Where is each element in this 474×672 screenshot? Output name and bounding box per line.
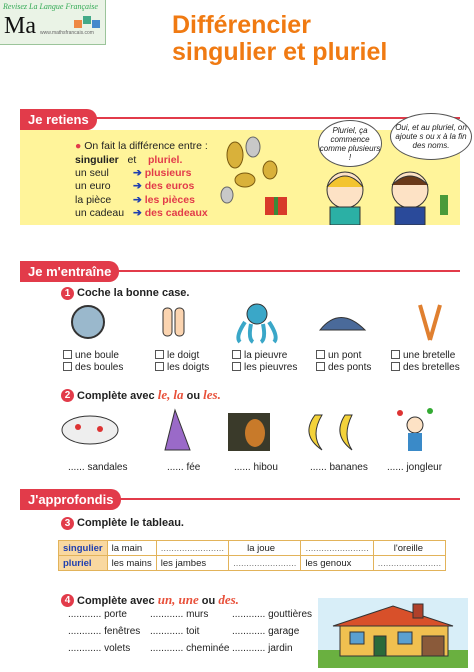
checkbox-option[interactable]: les pieuvres bbox=[232, 362, 297, 374]
fill-blank[interactable]: ...... sandales bbox=[68, 462, 128, 473]
exercise-instruction: Complète avec le, la ou les. bbox=[77, 387, 221, 402]
fill-column bbox=[150, 606, 229, 657]
choice-group bbox=[63, 350, 123, 374]
logo-tagline: Revisez La Langue Française bbox=[3, 2, 98, 11]
exercise-instruction: Coche la bonne case. bbox=[77, 287, 190, 299]
fill-blank[interactable]: ............ garage bbox=[232, 626, 300, 637]
singular-plural-table bbox=[58, 540, 446, 571]
fill-blank[interactable]: ...... jongleur bbox=[387, 462, 443, 473]
abc-blocks-icon bbox=[74, 14, 100, 32]
table-cell-blank[interactable]: ........................ bbox=[229, 556, 301, 571]
rule-rows bbox=[75, 167, 208, 221]
section-tab-retiens: Je retiens bbox=[20, 109, 97, 130]
section-tab-entraine: Je m'entraîne bbox=[20, 261, 119, 282]
exercise1-pictures bbox=[65, 300, 465, 345]
section-tab-approfondis: J'approfondis bbox=[20, 489, 121, 510]
checkbox-option[interactable]: le doigt bbox=[155, 350, 209, 362]
fill-blank[interactable]: ............ volets bbox=[68, 643, 131, 654]
row-header: pluriel bbox=[59, 556, 108, 571]
checkbox[interactable] bbox=[63, 350, 72, 359]
checkbox-option[interactable]: des boules bbox=[63, 362, 123, 374]
house-illustration bbox=[318, 598, 468, 668]
table-cell: l'oreille bbox=[373, 541, 445, 556]
checkbox[interactable] bbox=[232, 362, 241, 371]
checkbox[interactable] bbox=[391, 350, 400, 359]
checkbox-option[interactable]: une boule bbox=[63, 350, 123, 362]
rule-row: un cadeau ➔ des cadeaux bbox=[75, 207, 208, 220]
fill-column bbox=[232, 606, 312, 657]
choice-group bbox=[155, 350, 209, 374]
choice-group bbox=[232, 350, 297, 374]
exercise-instruction: Complète avec un, une ou des. bbox=[77, 592, 239, 607]
checkbox-option[interactable]: des bretelles bbox=[391, 362, 460, 374]
fill-blank[interactable]: ............ porte bbox=[68, 609, 127, 620]
fill-blank[interactable]: ............ gouttières bbox=[232, 609, 313, 620]
fill-column bbox=[68, 606, 140, 657]
exercise-number: 1 bbox=[61, 287, 74, 300]
fill-blank[interactable]: ............ murs bbox=[150, 609, 209, 620]
exercise-number: 2 bbox=[61, 389, 74, 402]
row-header: singulier bbox=[59, 541, 108, 556]
exercise-instruction: Complète le tableau. bbox=[77, 517, 184, 529]
checkbox[interactable] bbox=[155, 350, 164, 359]
rule-row: un euro ➔ des euros bbox=[75, 180, 195, 193]
checkbox[interactable] bbox=[316, 362, 325, 371]
checkbox-option[interactable]: les doigts bbox=[155, 362, 209, 374]
checkbox[interactable] bbox=[155, 362, 164, 371]
table-cell: les genoux bbox=[301, 556, 373, 571]
checkbox[interactable] bbox=[391, 362, 400, 371]
fill-blank[interactable]: ............ cheminée bbox=[150, 643, 230, 654]
table-cell-blank[interactable]: ........................ bbox=[156, 541, 228, 556]
fill-blank[interactable]: ...... bananes bbox=[310, 462, 368, 473]
choice-group bbox=[391, 350, 460, 374]
speech-bubble-girl: Pluriel, ça commence comme plusieurs ! bbox=[318, 120, 382, 167]
table-row bbox=[59, 556, 446, 571]
table-cell-blank[interactable]: ........................ bbox=[301, 541, 373, 556]
fill-blank[interactable]: ...... hibou bbox=[234, 462, 278, 473]
logo-text: Ma bbox=[4, 13, 36, 39]
checkbox-option[interactable]: des ponts bbox=[316, 362, 371, 374]
table-cell: la main bbox=[107, 541, 156, 556]
choice-group bbox=[316, 350, 371, 374]
fill-blank[interactable]: ............ toit bbox=[150, 626, 200, 637]
checkbox-option[interactable]: la pieuvre bbox=[232, 350, 297, 362]
rule-row: la pièce ➔ les pièces bbox=[75, 193, 195, 206]
table-cell: les mains bbox=[107, 556, 156, 571]
table-cell: la joue bbox=[229, 541, 301, 556]
checkbox[interactable] bbox=[232, 350, 241, 359]
children-illustration bbox=[310, 165, 460, 225]
checkbox-option[interactable]: une bretelle bbox=[391, 350, 460, 362]
checkbox-option[interactable]: un pont bbox=[316, 350, 371, 362]
table-cell: les jambes bbox=[156, 556, 228, 571]
fill-blank[interactable]: ............ fenêtres bbox=[68, 626, 141, 637]
fill-blank[interactable]: ...... fée bbox=[167, 462, 201, 473]
rule-row: un seul ➔ plusieurs bbox=[75, 167, 192, 179]
exercise-number: 4 bbox=[61, 594, 74, 607]
exercise2-pictures bbox=[60, 405, 460, 455]
coins-gift-illustration bbox=[215, 135, 305, 225]
checkbox[interactable] bbox=[316, 350, 325, 359]
page-title: Différencier singulier et pluriel bbox=[172, 11, 388, 66]
logo-url: www.mathsfrancais.com bbox=[40, 30, 94, 36]
speech-bubble-boy: Oui, et au pluriel, on ajoute s ou x à la fin des noms. bbox=[390, 113, 472, 160]
exercise-number: 3 bbox=[61, 517, 74, 530]
rule-header: singulier et pluriel. bbox=[75, 154, 183, 166]
site-logo bbox=[0, 0, 106, 45]
fill-blank[interactable]: ............ jardin bbox=[232, 643, 293, 654]
table-row bbox=[59, 541, 446, 556]
checkbox[interactable] bbox=[63, 362, 72, 371]
table-cell-blank[interactable]: ........................ bbox=[373, 556, 445, 571]
rule-intro: ● On fait la différence entre : bbox=[75, 140, 208, 152]
